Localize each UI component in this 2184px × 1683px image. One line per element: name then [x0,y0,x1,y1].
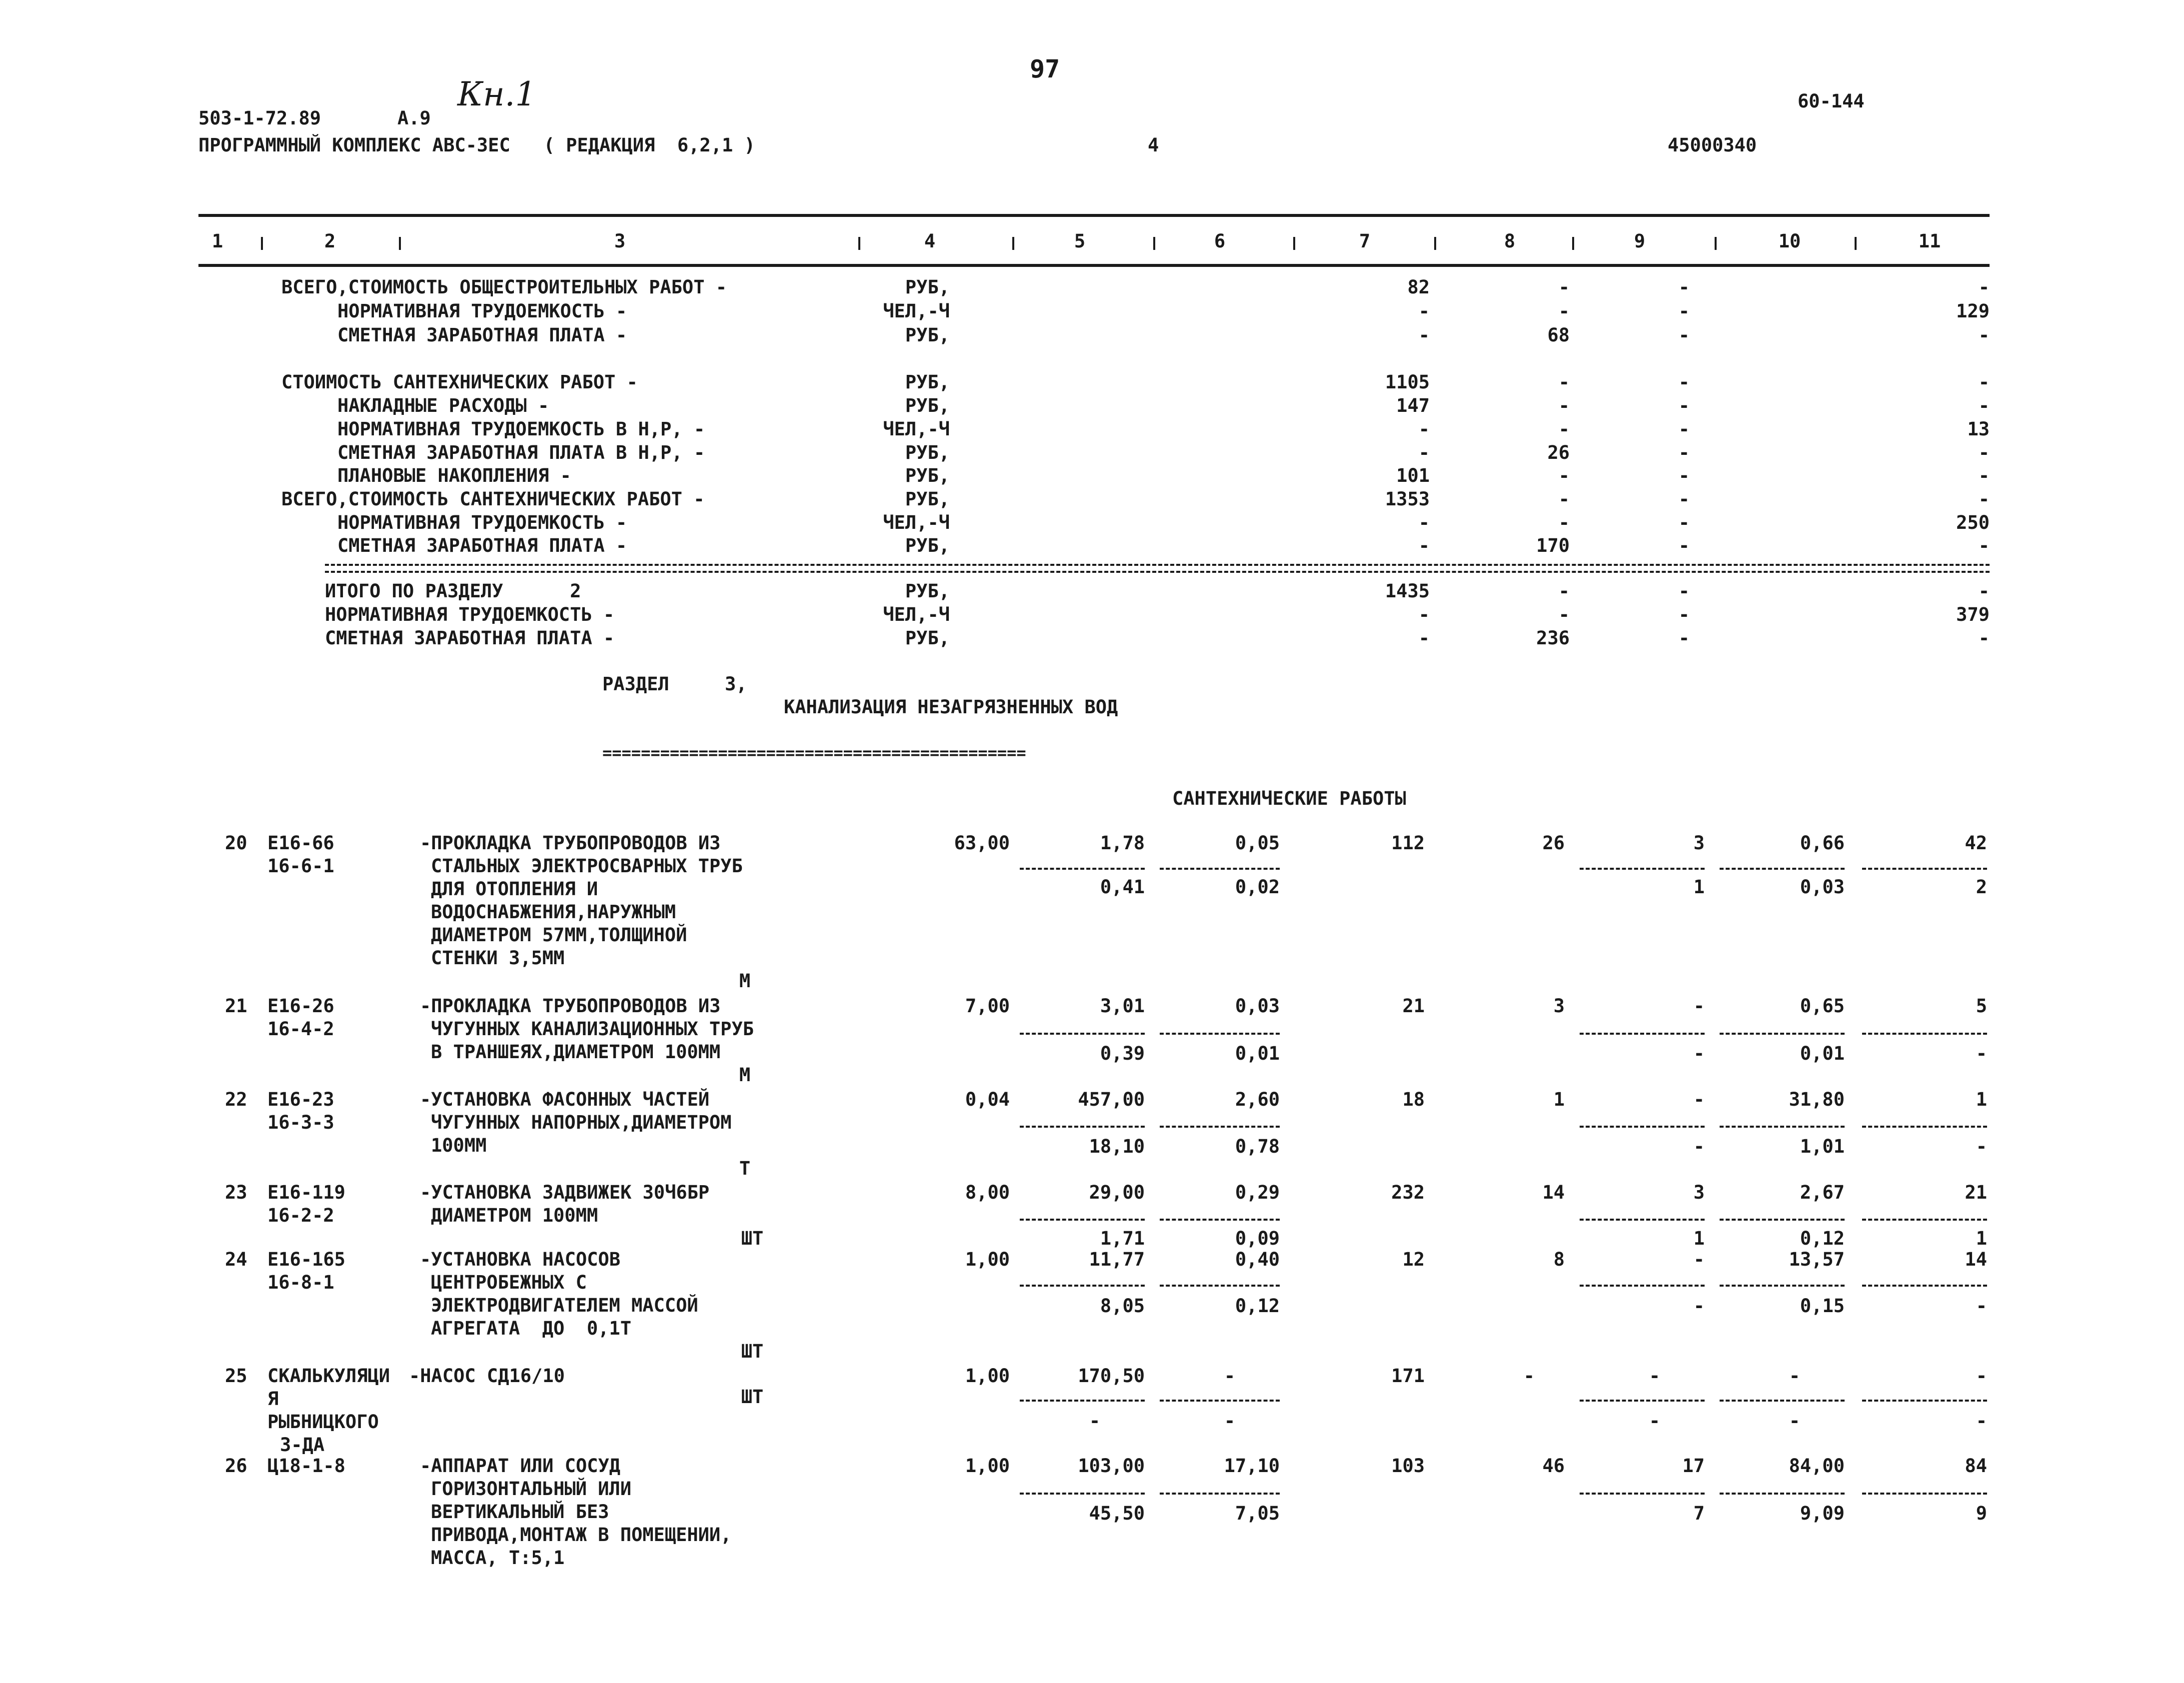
item-col6-bottom: 0,01 [1235,1043,1280,1064]
item-code: З-ДА [280,1434,325,1456]
summary-label: СМЕТНАЯ ЗАРАБОТНАЯ ПЛАТА В Н,Р, - [337,442,705,463]
item-unit: М [739,970,751,992]
item-divider [1720,1493,1845,1495]
item-col8: 1 [1553,1089,1565,1110]
summary-col9: - [1678,300,1690,322]
item-divider [1720,1285,1845,1287]
summary-col9: - [1678,442,1690,463]
item-col9-bottom: 1 [1693,876,1705,898]
doc-code: 503-1-72.89 [198,107,321,129]
album-code: А.9 [397,107,431,129]
summary-col7: - [1418,535,1430,556]
summary-col8: - [1558,488,1570,510]
sheet-number: 4 [1148,134,1159,156]
item-col6-bottom: 0,12 [1235,1295,1280,1317]
item-description: -УСТАНОВКА НАСОСОВ [420,1249,620,1270]
item-col9-bottom: - [1693,1295,1705,1317]
item-description: -УСТАНОВКА ЗАДВИЖЕК 30Ч6БР [420,1182,710,1203]
item-col7: 171 [1391,1365,1425,1387]
item-description: -АППАРАТ ИЛИ СОСУД [420,1455,620,1477]
item-quantity: 63,00 [954,832,1010,854]
item-col5-top: 457,00 [1078,1089,1145,1110]
item-col7: 18 [1402,1089,1425,1110]
summary-col7: - [1418,512,1430,533]
summary-col7: - [1418,418,1430,440]
item-description: -УСТАНОВКА ФАСОННЫХ ЧАСТЕЙ [420,1089,710,1110]
summary-col9: - [1678,580,1690,602]
summary-col11: - [1978,465,1990,486]
summary-col8: - [1558,300,1570,322]
item-col6-bottom: - [1224,1410,1236,1432]
item-description: ЦЕНТРОБЕЖНЫХ С [431,1272,587,1293]
item-number: 20 [225,832,247,854]
item-number: 23 [225,1182,247,1203]
item-divider [1720,1400,1845,1402]
item-code: 16-8-1 [267,1272,334,1293]
item-code: РЫБНИЦКОГО [267,1411,379,1433]
column-separator [399,237,401,250]
summary-col7: 147 [1396,395,1430,416]
summary-col8: - [1558,371,1570,393]
summary-unit: ЧЕЛ,-Ч [883,604,950,625]
item-description: СТАЛЬНЫХ ЭЛЕКТРОСВАРНЫХ ТРУБ [431,855,743,877]
item-col7: 21 [1402,995,1425,1017]
summary-unit: РУБ, [905,276,950,298]
column-header-cell: 4 [924,230,936,252]
section-underline: ============================================ [602,743,1026,762]
summary-label: НОРМАТИВНАЯ ТРУДОЕМКОСТЬ - [325,604,615,625]
item-divider [1720,1219,1845,1221]
summary-label: НАКЛАДНЫЕ РАСХОДЫ - [337,395,549,416]
item-code: Е16-119 [267,1182,345,1203]
summary-col11: - [1978,627,1990,649]
item-col6-top: 17,10 [1224,1455,1280,1477]
summary-col11: - [1978,276,1990,298]
summary-col11: - [1978,395,1990,416]
item-unit: ШТ [741,1228,764,1249]
item-description: -ПРОКЛАДКА ТРУБОПРОВОДОВ ИЗ [420,995,721,1017]
item-code: 16-2-2 [267,1205,334,1226]
item-col10-bottom: 0,15 [1800,1295,1845,1317]
doc-number: 45000340 [1668,134,1757,156]
summary-col7: - [1418,324,1430,346]
item-col11-top: - [1976,1365,1987,1387]
summary-col9: - [1678,395,1690,416]
item-divider [1580,1219,1705,1221]
summary-col7: 1353 [1385,488,1430,510]
summary-col8: - [1558,395,1570,416]
summary-col9: - [1678,465,1690,486]
item-col11-top: 1 [1976,1089,1987,1110]
item-col9-bottom: 1 [1693,1228,1705,1249]
form-code: 60-144 [1798,90,1865,112]
item-description: ДЛЯ ОТОПЛЕНИЯ И [431,878,598,900]
item-quantity: 8,00 [965,1182,1010,1203]
item-description: -ПРОКЛАДКА ТРУБОПРОВОДОВ ИЗ [420,832,721,854]
item-quantity: 1,00 [965,1365,1010,1387]
item-col8: 3 [1553,995,1565,1017]
item-code: Е16-23 [267,1089,334,1110]
column-separator [858,237,860,250]
item-divider [1862,1493,1987,1495]
item-description: ДИАМЕТРОМ 57ММ,ТОЛЩИНОЙ [431,924,687,946]
item-divider [1160,1400,1280,1402]
summary-label: СТОИМОСТЬ САНТЕХНИЧЕСКИХ РАБОТ - [281,371,638,393]
item-divider [1020,1219,1145,1221]
summary-label: НОРМАТИВНАЯ ТРУДОЕМКОСТЬ - [337,300,627,322]
item-col5-top: 3,01 [1100,995,1145,1017]
item-description: 100ММ [431,1135,487,1156]
summary-unit: РУБ, [905,442,950,463]
item-code: Е16-165 [267,1249,345,1270]
column-separator [1855,237,1857,250]
item-quantity: 0,04 [965,1089,1010,1110]
summary-unit: РУБ, [905,395,950,416]
item-description: В ТРАНШЕЯХ,ДИАМЕТРОМ 100ММ [431,1041,721,1063]
item-description: АГРЕГАТА ДО 0,1Т [431,1318,631,1339]
column-separator [1012,237,1014,250]
item-quantity: 1,00 [965,1455,1010,1477]
item-divider [1580,1400,1705,1402]
item-divider [1720,1126,1845,1128]
item-col11-top: 84 [1965,1455,1987,1477]
item-col8: 46 [1542,1455,1565,1477]
item-divider [1862,868,1987,870]
summary-col9: - [1678,535,1690,556]
item-col9-bottom: - [1693,1043,1705,1064]
item-unit: ШТ [741,1386,764,1408]
column-separator [261,237,263,250]
item-divider [1862,1219,1987,1221]
item-col10-bottom: 9,09 [1800,1503,1845,1524]
item-col10-top: 13,57 [1789,1249,1845,1270]
page-number: 97 [1030,54,1060,83]
summary-unit: РУБ, [905,535,950,556]
item-col9-top: - [1693,1089,1705,1110]
item-col11-bottom: - [1976,1410,1987,1432]
summary-unit: ЧЕЛ,-Ч [883,300,950,322]
summary-col8: 68 [1547,324,1570,346]
summary-col7: - [1418,604,1430,625]
item-col11-bottom: 2 [1976,876,1987,898]
item-code: Я [267,1388,279,1410]
item-divider [1580,868,1705,870]
item-divider [1020,1285,1145,1287]
item-divider [1720,1033,1845,1035]
item-description: ЭЛЕКТРОДВИГАТЕЛЕМ МАССОЙ [431,1295,698,1316]
item-col9-top: - [1693,995,1705,1017]
item-divider [1160,1126,1280,1128]
summary-col11: - [1978,371,1990,393]
item-divider [1720,868,1845,870]
item-unit: ШТ [741,1341,764,1362]
item-divider [1862,1285,1987,1287]
item-col9-top: 3 [1693,1182,1705,1203]
item-code: 16-4-2 [267,1018,334,1040]
item-col6-bottom: 0,02 [1235,876,1280,898]
summary-label: ВСЕГО,СТОИМОСТЬ САНТЕХНИЧЕСКИХ РАБОТ - [281,488,705,510]
item-divider [1862,1033,1987,1035]
summary-unit: ЧЕЛ,-Ч [883,512,950,533]
item-divider [1160,868,1280,870]
item-col10-top: 2,67 [1800,1182,1845,1203]
item-description: ГОРИЗОНТАЛЬНЫЙ ИЛИ [431,1478,631,1500]
item-description: ВОДОСНАБЖЕНИЯ,НАРУЖНЫМ [431,901,676,923]
item-number: 25 [225,1365,247,1387]
item-col8: 8 [1553,1249,1565,1270]
item-col11-bottom: - [1976,1043,1987,1064]
item-col9-bottom: - [1649,1410,1661,1432]
item-col6-bottom: 7,05 [1235,1503,1280,1524]
item-divider [1020,1493,1145,1495]
summary-col9: - [1678,488,1690,510]
item-col9-top: 3 [1693,832,1705,854]
item-col9-top: - [1693,1249,1705,1270]
item-col6-top: 2,60 [1235,1089,1280,1110]
summary-col9: - [1678,276,1690,298]
column-separator [1153,237,1155,250]
summary-col7: 1105 [1385,371,1430,393]
summary-col7: 82 [1407,276,1430,298]
column-header-cell: 10 [1778,230,1801,252]
item-number: 26 [225,1455,247,1477]
section-total-rule [325,564,1990,573]
item-description: ЧУГУННЫХ НАПОРНЫХ,ДИАМЕТРОМ [431,1112,732,1133]
item-col7: 12 [1402,1249,1425,1270]
program-line: ПРОГРАММНЫЙ КОМПЛЕКС АВС-3ЕС ( РЕДАКЦИЯ 6,2,1 ) [198,134,755,156]
section-title: КАНАЛИЗАЦИЯ НЕЗАГРЯЗНЕННЫХ ВОД [784,696,1118,718]
column-header-cell: 2 [324,230,336,252]
summary-label: ПЛАНОВЫЕ НАКОПЛЕНИЯ - [337,465,571,486]
item-quantity: 1,00 [965,1249,1010,1270]
item-code: 16-3-3 [267,1112,334,1133]
item-number: 24 [225,1249,247,1270]
item-quantity: 7,00 [965,995,1010,1017]
summary-label: ВСЕГО,СТОИМОСТЬ ОБЩЕСТРОИТЕЛЬНЫХ РАБОТ - [281,276,727,298]
summary-label: СМЕТНАЯ ЗАРАБОТНАЯ ПЛАТА - [337,535,627,556]
item-col5-top: 11,77 [1089,1249,1145,1270]
item-code: Е16-26 [267,995,334,1017]
item-description: МАССА, Т:5,1 [431,1547,565,1569]
item-col8: 14 [1542,1182,1565,1203]
item-col10-top: 31,80 [1789,1089,1845,1110]
summary-col9: - [1678,604,1690,625]
item-col6-top: 0,03 [1235,995,1280,1017]
item-col10-top: 0,65 [1800,995,1845,1017]
summary-col8: - [1558,276,1570,298]
item-col11-top: 14 [1965,1249,1987,1270]
summary-unit: РУБ, [905,324,950,346]
item-col5-bottom: - [1089,1410,1101,1432]
summary-col11: - [1978,324,1990,346]
summary-unit: РУБ, [905,371,950,393]
item-col6-bottom: 0,09 [1235,1228,1280,1249]
item-divider [1580,1126,1705,1128]
item-code: Е16-66 [267,832,334,854]
column-separator [1715,237,1717,250]
item-col6-top: - [1224,1365,1236,1387]
summary-label: ИТОГО ПО РАЗДЕЛУ 2 [325,580,581,602]
summary-col7: - [1418,442,1430,463]
item-divider [1020,1400,1145,1402]
summary-col11: - [1978,442,1990,463]
column-header-cell: 11 [1918,230,1941,252]
section-label: РАЗДЕЛ 3, [602,673,747,695]
item-col9-top: 17 [1682,1455,1705,1477]
summary-col8: 170 [1536,535,1570,556]
item-code: Ц18-1-8 [267,1455,345,1477]
subsection-title: САНТЕХНИЧЕСКИЕ РАБОТЫ [1172,788,1406,809]
item-col9-top: - [1649,1365,1661,1387]
item-col10-top: 0,66 [1800,832,1845,854]
item-col8: - [1523,1365,1535,1387]
item-number: 21 [225,995,247,1017]
item-col5-top: 103,00 [1078,1455,1145,1477]
item-col6-top: 0,05 [1235,832,1280,854]
item-unit: М [739,1064,751,1086]
item-col11-top: 21 [1965,1182,1987,1203]
summary-col8: - [1558,604,1570,625]
summary-col11: - [1978,580,1990,602]
item-col11-top: 5 [1976,995,1987,1017]
item-col5-bottom: 1,71 [1100,1228,1145,1249]
item-col5-top: 29,00 [1089,1182,1145,1203]
summary-col11: - [1978,535,1990,556]
column-header-cell: 8 [1504,230,1516,252]
item-col10-bottom: - [1789,1410,1801,1432]
item-divider [1020,868,1145,870]
item-col5-bottom: 18,10 [1089,1136,1145,1157]
item-col10-bottom: 1,01 [1800,1136,1845,1157]
summary-label: НОРМАТИВНАЯ ТРУДОЕМКОСТЬ В Н,Р, - [337,418,705,440]
item-code: 16-6-1 [267,855,334,877]
item-col5-top: 1,78 [1100,832,1145,854]
item-divider [1160,1219,1280,1221]
item-col7: 103 [1391,1455,1425,1477]
summary-col8: - [1558,418,1570,440]
summary-col8: - [1558,580,1570,602]
item-divider [1580,1033,1705,1035]
summary-label: СМЕТНАЯ ЗАРАБОТНАЯ ПЛАТА - [325,627,615,649]
item-col11-bottom: - [1976,1136,1987,1157]
summary-col8: - [1558,512,1570,533]
item-description: СТЕНКИ 3,5ММ [431,947,565,969]
summary-unit: РУБ, [905,465,950,486]
item-col7: 232 [1391,1182,1425,1203]
summary-col7: - [1418,627,1430,649]
item-divider [1160,1033,1280,1035]
item-col9-bottom: 7 [1693,1503,1705,1524]
item-col6-top: 0,29 [1235,1182,1280,1203]
item-divider [1580,1493,1705,1495]
summary-col9: - [1678,371,1690,393]
item-col7: 112 [1391,832,1425,854]
summary-col8: 236 [1536,627,1570,649]
item-unit: Т [739,1158,751,1179]
summary-col11: 129 [1956,300,1990,322]
item-col11-top: 42 [1965,832,1987,854]
column-header-cell: 7 [1359,230,1371,252]
item-divider [1862,1126,1987,1128]
handwritten-note: Кн.1 [457,75,536,113]
item-code: СКАЛЬКУЛЯЦИ [267,1365,390,1387]
item-divider [1020,1126,1145,1128]
item-divider [1862,1400,1987,1402]
summary-label: СМЕТНАЯ ЗАРАБОТНАЯ ПЛАТА - [337,324,627,346]
column-separator [1572,237,1574,250]
item-description: ПРИВОДА,МОНТАЖ В ПОМЕЩЕНИИ, [431,1524,732,1546]
column-separator [1293,237,1295,250]
summary-unit: РУБ, [905,488,950,510]
item-col9-bottom: - [1693,1136,1705,1157]
item-divider [1160,1493,1280,1495]
summary-col8: - [1558,465,1570,486]
item-col5-bottom: 0,39 [1100,1043,1145,1064]
item-col11-bottom: 9 [1976,1503,1987,1524]
summary-unit: РУБ, [905,580,950,602]
item-divider [1580,1285,1705,1287]
item-col6-top: 0,40 [1235,1249,1280,1270]
item-divider [1020,1033,1145,1035]
summary-label: НОРМАТИВНАЯ ТРУДОЕМКОСТЬ - [337,512,627,533]
column-header-cell: 3 [614,230,626,252]
item-col5-bottom: 8,05 [1100,1295,1145,1317]
item-description: ВЕРТИКАЛЬНЫЙ БЕЗ [431,1501,609,1523]
summary-unit: ЧЕЛ,-Ч [883,418,950,440]
item-col10-top: 84,00 [1789,1455,1845,1477]
item-col6-bottom: 0,78 [1235,1136,1280,1157]
summary-col8: 26 [1547,442,1570,463]
summary-col9: - [1678,627,1690,649]
summary-col7: 101 [1396,465,1430,486]
item-col11-bottom: 1 [1976,1228,1987,1249]
summary-unit: РУБ, [905,627,950,649]
item-col10-top: - [1789,1365,1801,1387]
summary-col11: 13 [1967,418,1990,440]
header-top-rule [198,214,1990,217]
summary-col7: 1435 [1385,580,1430,602]
summary-col9: - [1678,512,1690,533]
column-header-cell: 5 [1074,230,1086,252]
item-col5-bottom: 0,41 [1100,876,1145,898]
item-col5-top: 170,50 [1078,1365,1145,1387]
item-col10-bottom: 0,12 [1800,1228,1845,1249]
item-description: -НАСОС СД16/10 [409,1365,565,1387]
item-col10-bottom: 0,03 [1800,876,1845,898]
column-header-cell: 1 [211,230,223,252]
item-divider [1160,1285,1280,1287]
summary-col11: 250 [1956,512,1990,533]
item-description: ЧУГУННЫХ КАНАЛИЗАЦИОННЫХ ТРУБ [431,1018,754,1040]
item-col5-bottom: 45,50 [1089,1503,1145,1524]
column-header-cell: 9 [1634,230,1646,252]
item-col10-bottom: 0,01 [1800,1043,1845,1064]
column-separator [1434,237,1436,250]
item-col8: 26 [1542,832,1565,854]
item-description: ДИАМЕТРОМ 100ММ [431,1205,598,1226]
summary-col11: - [1978,488,1990,510]
column-header-cell: 6 [1214,230,1226,252]
header-bottom-rule [198,264,1990,267]
summary-col11: 379 [1956,604,1990,625]
item-number: 22 [225,1089,247,1110]
summary-col9: - [1678,418,1690,440]
summary-col9: - [1678,324,1690,346]
summary-col7: - [1418,300,1430,322]
item-col11-bottom: - [1976,1295,1987,1317]
